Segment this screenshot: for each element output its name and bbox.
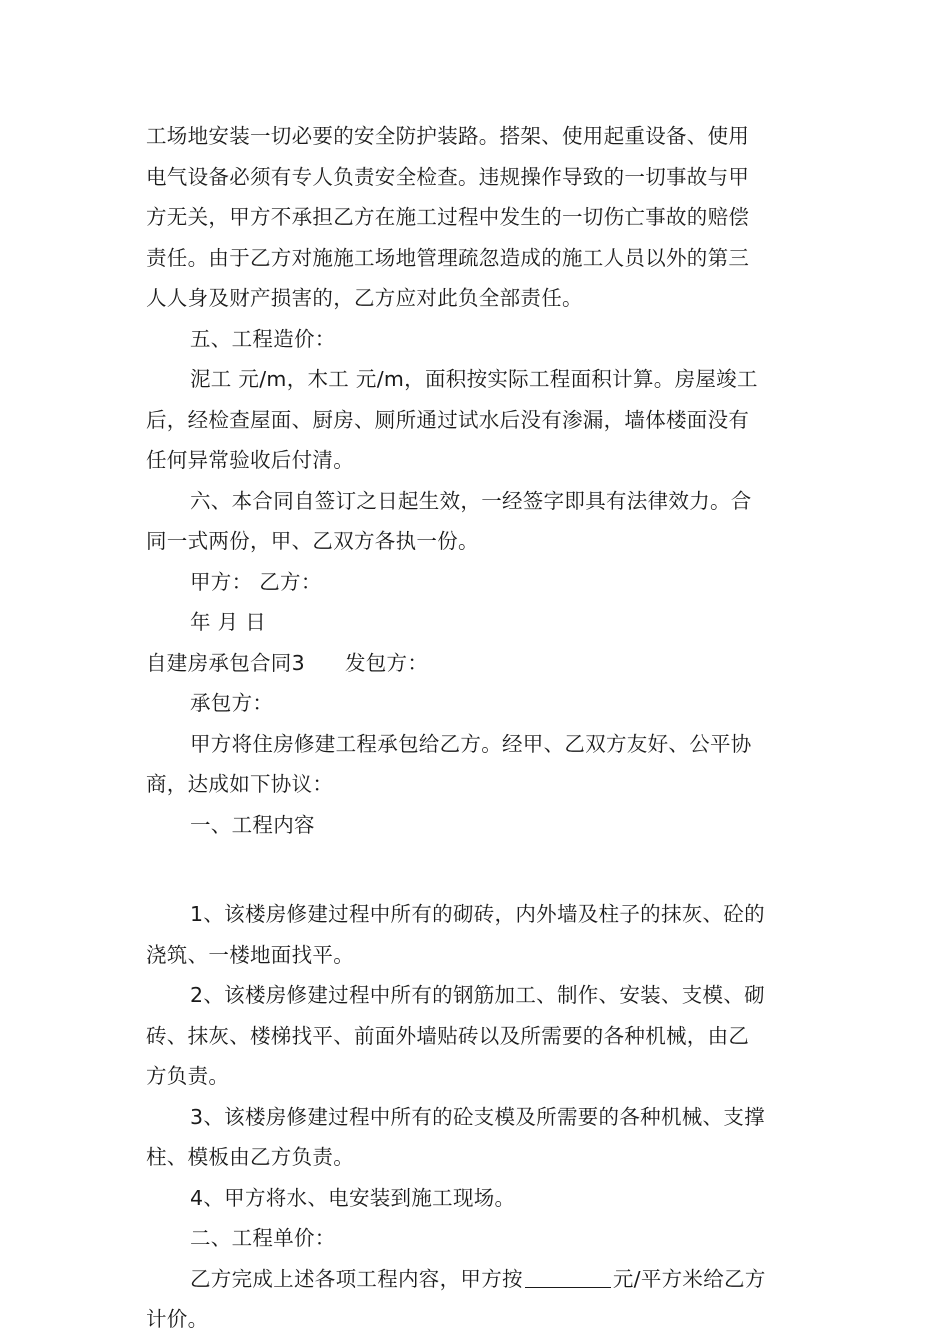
price-text-before: 乙方完成上述各项工程内容，甲方按 xyxy=(190,1266,523,1291)
employer-label: 发包方： xyxy=(344,650,429,675)
heading-cost: 五、工程造价： xyxy=(190,326,336,351)
text-line: 甲方将住房修建工程承包给乙方。经甲、乙双方友好、公平协 xyxy=(190,731,752,756)
heading-scope: 一、工程内容 xyxy=(190,812,315,837)
text-line: 2、该楼房修建过程中所有的钢筋加工、制作、安装、支模、砌 xyxy=(190,983,765,1007)
paragraph-price xyxy=(146,1259,806,1340)
heading-unit-price: 二、工程单价： xyxy=(190,1226,336,1250)
text-line: 人人身及财产损害的，乙方应对此负全部责任。 xyxy=(146,286,583,310)
text-line: 柱、模板由乙方负责。 xyxy=(146,1145,354,1169)
contract-title: 自建房承包合同3 xyxy=(146,650,305,675)
list-item-4: 4、甲方将水、电安装到施工现场。 xyxy=(190,1185,516,1210)
text-line: 商，达成如下协议： xyxy=(146,772,334,796)
text-line: 砖、抹灰、楼梯找平、前面外墙贴砖以及所需要的各种机械，由乙 xyxy=(146,1023,750,1048)
text-line: 同一式两份，甲、乙双方各执一份。 xyxy=(146,529,479,553)
price-blank-field[interactable] xyxy=(525,1267,611,1288)
text-line: 责任。由于乙方对施施工场地管理疏忽造成的施工人员以外的第三 xyxy=(146,245,750,270)
list-item-2 xyxy=(146,975,806,1097)
text-line: 电气设备必须有专人负责安全检查。违规操作导致的一切事故与甲 xyxy=(146,164,750,189)
text-line: 工场地安装一切必要的安全防护装路。搭架、使用起重设备、使用 xyxy=(146,124,750,148)
text-line: 后，经检查屋面、厨房、厕所通过试水后没有渗漏，墙体楼面没有 xyxy=(146,407,750,432)
text-line: 方负责。 xyxy=(146,1064,230,1088)
price-text-after: 元/平方米给乙方 xyxy=(612,1266,766,1291)
paragraph-cost xyxy=(146,359,806,481)
contractor-label: 承包方： xyxy=(190,691,274,715)
text-line: 浇筑、一楼地面找平。 xyxy=(146,942,354,967)
paragraph-safety xyxy=(146,116,806,319)
date-line: 年 月 日 xyxy=(190,610,267,634)
document-body xyxy=(146,116,806,1340)
text-line: 任何异常验收后付清。 xyxy=(146,448,354,472)
text-line: 六、本合同自签订之日起生效，一经签字即具有法律效力。合 xyxy=(190,488,752,513)
paragraph-effective xyxy=(146,481,806,562)
contract-title-line xyxy=(146,643,806,684)
list-item-1 xyxy=(146,894,806,975)
text-line: 计价。 xyxy=(146,1307,209,1331)
text-line: 1、该楼房修建过程中所有的砌砖，内外墙及柱子的抹灰、砼的 xyxy=(190,902,765,926)
text-line: 3、该楼房修建过程中所有的砼支模及所需要的各种机械、支撑 xyxy=(190,1104,765,1129)
text-line: 泥工 元/m，木工 元/m，面积按实际工程面积计算。房屋竣工 xyxy=(190,367,758,391)
list-item-3 xyxy=(146,1097,806,1178)
paragraph-agreement xyxy=(146,724,806,805)
text-line: 方无关，甲方不承担乙方在施工过程中发生的一切伤亡事故的赔偿 xyxy=(146,205,750,229)
signature-line: 甲方： 乙方： xyxy=(190,569,322,594)
blank-gap xyxy=(146,845,806,894)
